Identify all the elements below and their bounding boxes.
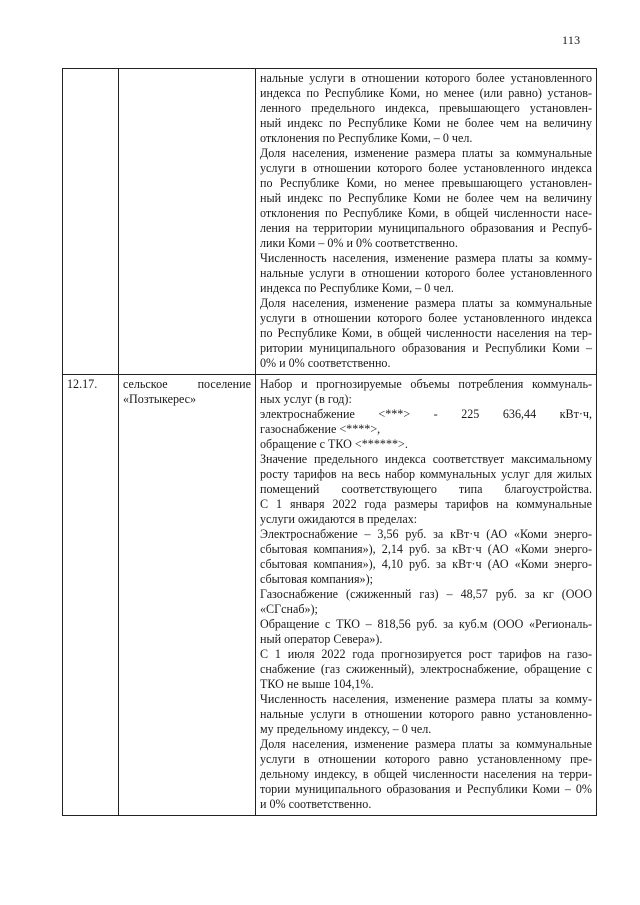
description-line: Численность населения, изменение размера платы за комму- <box>260 251 592 265</box>
description-line: сбытовая компания»), 4,10 руб. за кВт·ч (АО «Коми энерго- <box>260 557 592 571</box>
description-line: ления на территории муниципального образования и Респуб- <box>260 221 592 235</box>
description-line: 0% и 0% соответственно. <box>260 356 391 370</box>
description-line: сбытовая компания»), 2,14 руб. за кВт·ч (АО «Коми энерго- <box>260 542 592 556</box>
description-line: услуги ожидаются в пределах: <box>260 512 418 526</box>
description-line: «СГснаб»); <box>260 602 318 616</box>
table-row <box>63 375 597 816</box>
description-line: сбытовая компания»); <box>260 572 373 586</box>
page-number: 113 <box>562 33 581 47</box>
description-line: отклонения по Республике Коми, – 0 чел. <box>260 131 473 145</box>
description-line: нальные услуги в отношении которого равно установленно- <box>260 707 592 721</box>
description-cell <box>256 375 597 816</box>
description-line: по Республике Коми, но менее превышающего установлен- <box>260 176 592 190</box>
description-line: газоснабжение <****>, <box>260 422 381 436</box>
description-line: Численность населения, изменение размера платы за комму- <box>260 692 592 706</box>
description-line: ных услуг (в год): <box>260 392 352 406</box>
description-line: Доля населения, изменение размера платы за коммунальные <box>260 296 592 310</box>
settlement-name-cell <box>119 69 256 375</box>
row-number-cell <box>63 69 119 375</box>
description-line: по Республике Коми, в общей численности населения на тер- <box>260 326 592 340</box>
description-line: снабжение (газ сжиженный), электроснабжение, обращение с <box>260 662 592 676</box>
description-line: услуги в отношении которого равно установленному пре- <box>260 752 592 766</box>
description-line: ТКО не выше 104,1%. <box>260 677 374 691</box>
description-line: С 1 июля 2022 года прогнозируется рост тарифов на газо- <box>260 647 592 661</box>
description-line: росту тарифов на весь набор коммунальных услуг для жилых <box>260 467 592 481</box>
table-row <box>63 69 597 375</box>
description-line: Доля населения, изменение размера платы за коммунальные <box>260 146 592 160</box>
description-line: лики Коми – 0% и 0% соответственно. <box>260 236 458 250</box>
description-line: услуги в отношении которого более установленного индекса <box>260 311 592 325</box>
description-cell <box>256 69 597 375</box>
description-line: Обращение с ТКО – 818,56 руб. за куб.м (ООО «Региональ- <box>260 617 592 631</box>
description-line: услуги в отношении которого более установленного индекса <box>260 161 592 175</box>
description-line: помещений соответствующего типа благоустройства. <box>260 482 592 496</box>
description-line: ритории муниципального образования и Республики Коми – <box>260 341 592 355</box>
description-line: дельному индексу, в общей численности населения на терри- <box>260 767 592 781</box>
description-line: Набор и прогнозируемые объемы потребления коммуналь- <box>260 377 592 391</box>
description-line: ный индекс по Республике Коми не более чем на величину <box>260 191 592 205</box>
description-line: отклонения по Республике Коми, в общей численности насе- <box>260 206 592 220</box>
description-line: нальные услуги в отношении которого более установленного <box>260 71 592 85</box>
row-number-cell: 12.17. <box>63 375 119 816</box>
description-line: Газоснабжение (сжиженный газ) – 48,57 руб. за кг (ООО <box>260 587 592 601</box>
description-line: нальные услуги в отношении которого более установленного <box>260 266 592 280</box>
description-line: электроснабжение <***> - 225 636,44 кВт·ч, <box>260 407 592 421</box>
settlement-name-line: сельское поселение <box>123 377 251 391</box>
description-line: ный индекс по Республике Коми не более чем на величину <box>260 116 592 130</box>
description-line: му предельному индексу, – 0 чел. <box>260 722 432 736</box>
description-line: ный оператор Севера»). <box>260 632 383 646</box>
description-line: С 1 января 2022 года размеры тарифов на коммунальные <box>260 497 592 511</box>
description-line: обращение с ТКО <******>. <box>260 437 408 451</box>
description-line: ленного предельного индекса, превышающего установлен- <box>260 101 592 115</box>
description-line: Доля населения, изменение размера платы за коммунальные <box>260 737 592 751</box>
description-line: Значение предельного индекса соответствует максимальному <box>260 452 592 466</box>
description-line: тории муниципального образования и Республики Коми – 0% <box>260 782 592 796</box>
settlements-table <box>62 68 597 816</box>
settlement-name-cell <box>119 375 256 816</box>
description-line: индекса по Республике Коми, но менее (или равно) установ- <box>260 86 592 100</box>
description-line: и 0% соответственно. <box>260 797 372 811</box>
settlement-name-line: «Позтыкерес» <box>123 392 197 406</box>
description-line: Электроснабжение – 3,56 руб. за кВт·ч (АО «Коми энерго- <box>260 527 592 541</box>
description-line: индекса по Республике Коми, – 0 чел. <box>260 281 454 295</box>
